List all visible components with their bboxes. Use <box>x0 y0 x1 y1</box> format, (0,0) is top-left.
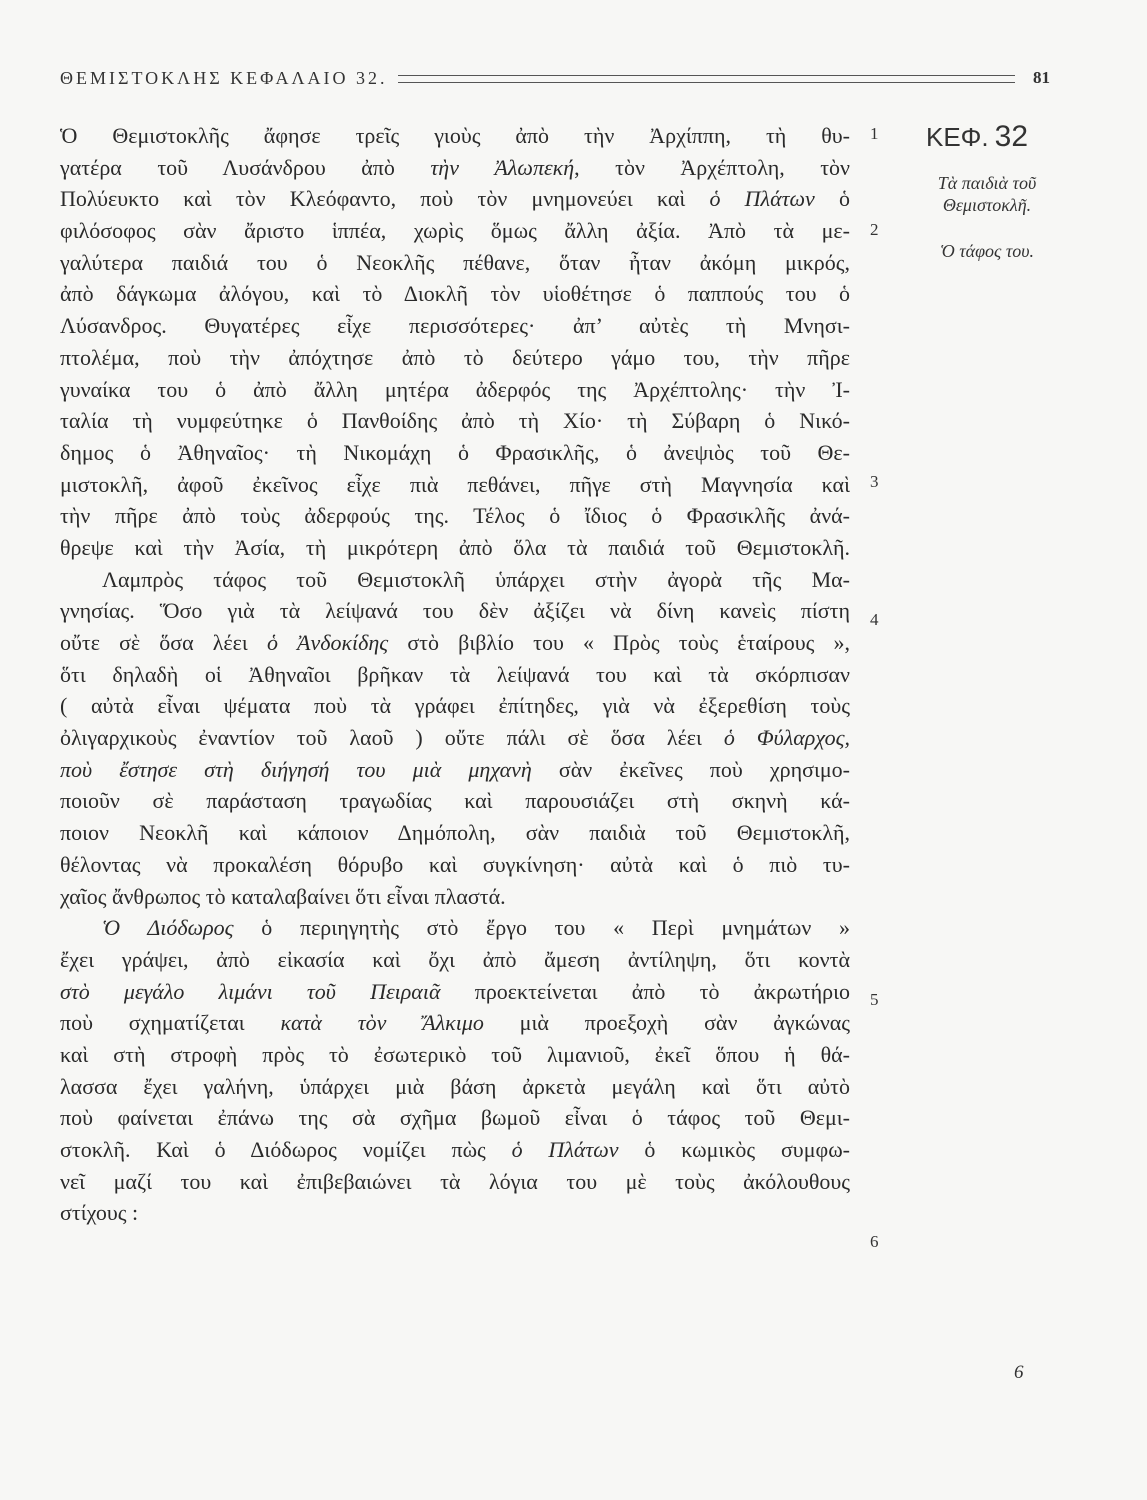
italic-text: ποὺ <box>60 756 120 782</box>
text-segment: ἀπὸ δάγκωμα ἀλόγου, καὶ τὸ Διοκλῆ τὸν υἱοθέτησε ὁ παππούς του ὁ <box>60 281 850 307</box>
text-line <box>60 152 850 184</box>
text-segment: προεκτείνεται ἀπὸ τὸ ἀκρωτήριο <box>440 978 850 1004</box>
text-segment: μιστοκλῆ, ἀφοῦ ἐκεῖνος εἶχε πιὰ πεθάνει, πῆγε στὴ Μαγνησία καὶ <box>60 471 850 497</box>
text-line <box>60 595 850 627</box>
text-segment: , τὸν Ἀρχέπτολη, τὸν <box>574 154 850 180</box>
paragraph-number: 3 <box>870 472 879 491</box>
text-segment: φιλόσοφος σὰν ἄριστο ἱππέα, χωρὶς ὅμως ἄλλη ἀξία. Ἀπὸ τὰ με- <box>60 218 850 244</box>
text-line <box>60 1197 850 1229</box>
text-line <box>60 183 850 215</box>
italic-text: στὸ μεγάλο λιμάνι τοῦ Πειραιᾶ <box>60 978 441 1004</box>
paragraph-number: 1 <box>870 124 879 143</box>
text-segment: ὁ <box>814 186 850 212</box>
chapter-number: 32 <box>994 120 1029 153</box>
text-line <box>60 215 850 247</box>
text-segment: ὅτι δηλαδὴ οἱ Ἀθηναῖοι βρῆκαν τὰ λείψανά του καὶ τὰ σκόρπισαν <box>60 661 850 687</box>
text-line <box>60 785 850 817</box>
text-segment: θέλοντας νὰ προκαλέση θόρυβο καὶ συγκίνηση· αὐτὰ καὶ ὁ πιὸ τυ- <box>60 851 850 877</box>
chapter-label: ΚΕΦ. <box>926 122 989 152</box>
italic-text: ἔστησε στὴ διήγησή του μιὰ μηχανὴ <box>119 756 532 782</box>
text-segment: ὀλιγαρχικοὺς ἐναντίον τοῦ λαοῦ ) οὔτε πάλι σὲ ὅσα λέει <box>60 725 724 751</box>
text-segment: ( αὐτὰ εἶναι ψέματα ποὺ τὰ γράφει ἐπίτηδες, γιὰ νὰ ἐξερεθίση τοὺς <box>60 693 850 719</box>
text-line <box>60 278 850 310</box>
signature-mark: 6 <box>1014 1362 1024 1383</box>
italic-text: ὁ Ἀνδοκίδης <box>266 630 389 655</box>
text-line <box>60 912 850 944</box>
paragraph-number: 4 <box>870 610 879 629</box>
text-line <box>60 1134 850 1166</box>
text-line <box>60 690 850 722</box>
text-line <box>60 1102 850 1134</box>
text-line <box>60 849 850 881</box>
text-segment: ταλία τὴ νυμφεύτηκε ὁ Πανθοίδης ἀπὸ τὴ Χίο· τὴ Σύβαρη ὁ Νικό- <box>60 408 850 434</box>
text-segment: ποιον Νεοκλῆ καὶ κάποιον Δημόπολη, σὰν παιδιὰ τοῦ Θεμιστοκλῆ, <box>60 820 850 846</box>
margin-note-tomb: Ὁ τάφος του. <box>939 241 1035 261</box>
text-segment: καὶ στὴ στροφὴ πρὸς τὸ ἐσωτερικὸ τοῦ λιμανιοῦ, ἐκεῖ ὅπου ἡ θά- <box>60 1041 850 1067</box>
text-line <box>60 247 850 279</box>
text-line <box>60 405 850 437</box>
text-line <box>60 469 850 501</box>
italic-text: κατὰ τὸν Ἄλκιμο <box>280 1010 484 1036</box>
text-line <box>60 564 850 596</box>
paragraph-number: 2 <box>870 220 879 239</box>
text-line <box>60 754 850 786</box>
text-line <box>60 627 850 659</box>
text-segment: Λύσανδρος. Θυγατέρες εἶχε περισσότερες· ἀπ’ αὐτὲς τὴ Μνησι- <box>60 313 850 339</box>
text-line <box>60 817 850 849</box>
text-line <box>60 342 850 374</box>
text-segment: ὁ περιηγητὴς στὸ ἔργο του « Περὶ μνημάτων » <box>233 915 850 941</box>
text-segment: νεῖ μαζί του καὶ ἐπιβεβαιώνει τὰ λόγια του μὲ τοὺς ἀκόλουθους <box>60 1168 850 1194</box>
text-segment: Πολύευκτο καὶ τὸν Κλεόφαντο, ποὺ τὸν μνημονεύει καὶ <box>60 186 710 212</box>
text-segment: ποὺ φαίνεται ἐπάνω της σὰ σχῆμα βωμοῦ εἶναι ὁ τάφος τοῦ Θεμι- <box>60 1105 850 1131</box>
running-header <box>60 66 1050 90</box>
text-line <box>60 374 850 406</box>
text-segment: τὴν πῆρε ἀπὸ τοὺς ἀδερφούς της. Τέλος ὁ ἴδιος ὁ Φρασικλῆς ἀνά- <box>60 503 850 529</box>
text-segment: οὔτε σὲ ὅσα λέει <box>60 630 267 655</box>
text-segment: γυναίκα του ὁ ἀπὸ ἄλλη μητέρα ἀδερφός της Ἀρχέπτολης· τὴν Ἰ- <box>60 376 850 402</box>
italic-text: ὁ Φύλαρχος, <box>723 725 850 751</box>
text-segment: λασσα ἔχει γαλήνη, ὑπάρχει μιὰ βάση ἀρκετὰ μεγάλη καὶ ὅτι αὐτὸ <box>60 1073 850 1099</box>
text-line <box>60 120 850 152</box>
text-line <box>60 944 850 976</box>
header-rule <box>398 75 1016 83</box>
text-line <box>60 437 850 469</box>
text-segment: στοκλῆ. Καὶ ὁ Διόδωρος νομίζει πὼς <box>60 1137 512 1162</box>
chapter-heading <box>926 120 1028 154</box>
text-line <box>60 1166 850 1198</box>
text-segment: μιὰ προεξοχὴ σὰν ἀγκώνας <box>483 1010 851 1036</box>
text-segment: πτολέμα, ποὺ τὴν ἀπόχτησε ἀπὸ τὸ δεύτερο γάμο του, τὴν πῆρε <box>60 344 850 370</box>
text-segment: ὁ κωμικὸς συμφω- <box>618 1137 850 1162</box>
text-line <box>60 722 850 754</box>
text-segment: γαλύτερα παιδιά του ὁ Νεοκλῆς πέθανε, ὅταν ἦταν ἀκόμη μικρός, <box>60 249 850 275</box>
italic-text: ὁ Πλάτων <box>709 186 815 212</box>
text-line <box>60 1007 850 1039</box>
text-line <box>60 976 850 1008</box>
text-segment: γατέρα τοῦ Λυσάνδρου ἀπὸ <box>60 154 431 180</box>
paragraph-number: 5 <box>870 990 879 1009</box>
text-segment: δημος ὁ Ἀθηναῖος· τὴ Νικομάχη ὁ Φρασικλῆς, ὁ ἀνεψιὸς τοῦ Θε- <box>60 439 850 465</box>
text-line <box>60 310 850 342</box>
italic-text: τὴν Ἀλωπεκή <box>430 154 575 180</box>
italic-text: ὁ Πλάτων <box>511 1137 619 1162</box>
text-line <box>60 1039 850 1071</box>
paragraph-number: 6 <box>870 1232 879 1251</box>
page-number: 81 <box>1033 68 1050 87</box>
body-text <box>60 120 850 1229</box>
text-segment: γνησίας. Ὅσο γιὰ τὰ λείψανά του δὲν ἀξίζει νὰ δίνη κανεὶς πίστη <box>60 598 850 624</box>
text-segment: στὸ βιβλίο του « Πρὸς τοὺς ἑταίρους », <box>388 630 850 655</box>
text-segment: θρεψε καὶ τὴν Ἀσία, τὴ μικρότερη ἀπὸ ὅλα τὰ παιδιά τοῦ Θεμιστοκλῆ. <box>60 534 850 560</box>
text-segment: Ὁ Θεμιστοκλῆς ἄφησε τρεῖς γιοὺς ἀπὸ τὴν Ἀρχίππη, τὴ θυ- <box>60 123 850 148</box>
text-line <box>60 500 850 532</box>
italic-text: Ὁ Διόδωρος <box>102 915 234 941</box>
text-segment: ποὺ σχηματίζεται <box>60 1010 281 1036</box>
running-title: ΘΕΜΙΣΤΟΚΛΗΣ ΚΕΦΑΛΑΙΟ 32. <box>60 67 388 88</box>
text-segment: Λαμπρὸς τάφος τοῦ Θεμιστοκλῆ ὑπάρχει στὴν ἀγορὰ τῆς Μα- <box>102 566 850 592</box>
text-line <box>60 532 850 564</box>
text-line <box>60 659 850 691</box>
text-line <box>60 1071 850 1103</box>
text-segment: χαῖος ἄνθρωπος τὸ καταλαβαίνει ὅτι εἶναι πλαστά. <box>60 883 506 909</box>
text-segment: σὰν ἐκεῖνες ποὺ χρησιμο- <box>531 756 851 782</box>
margin-note-children: Τὰ παιδιὰ τοῦ Θεμιστοκλῆ. <box>937 173 1037 215</box>
text-segment: ποιοῦν σὲ παράσταση τραγωδίας καὶ παρουσιάζει στὴ σκηνὴ κά- <box>60 788 850 814</box>
text-segment: ἔχει γράψει, ἀπὸ εἰκασία καὶ ὄχι ἀπὸ ἄμεση ἀντίληψη, ὅτι κοντὰ <box>60 946 850 972</box>
text-line <box>60 881 850 913</box>
text-segment: στίχους : <box>60 1200 139 1226</box>
